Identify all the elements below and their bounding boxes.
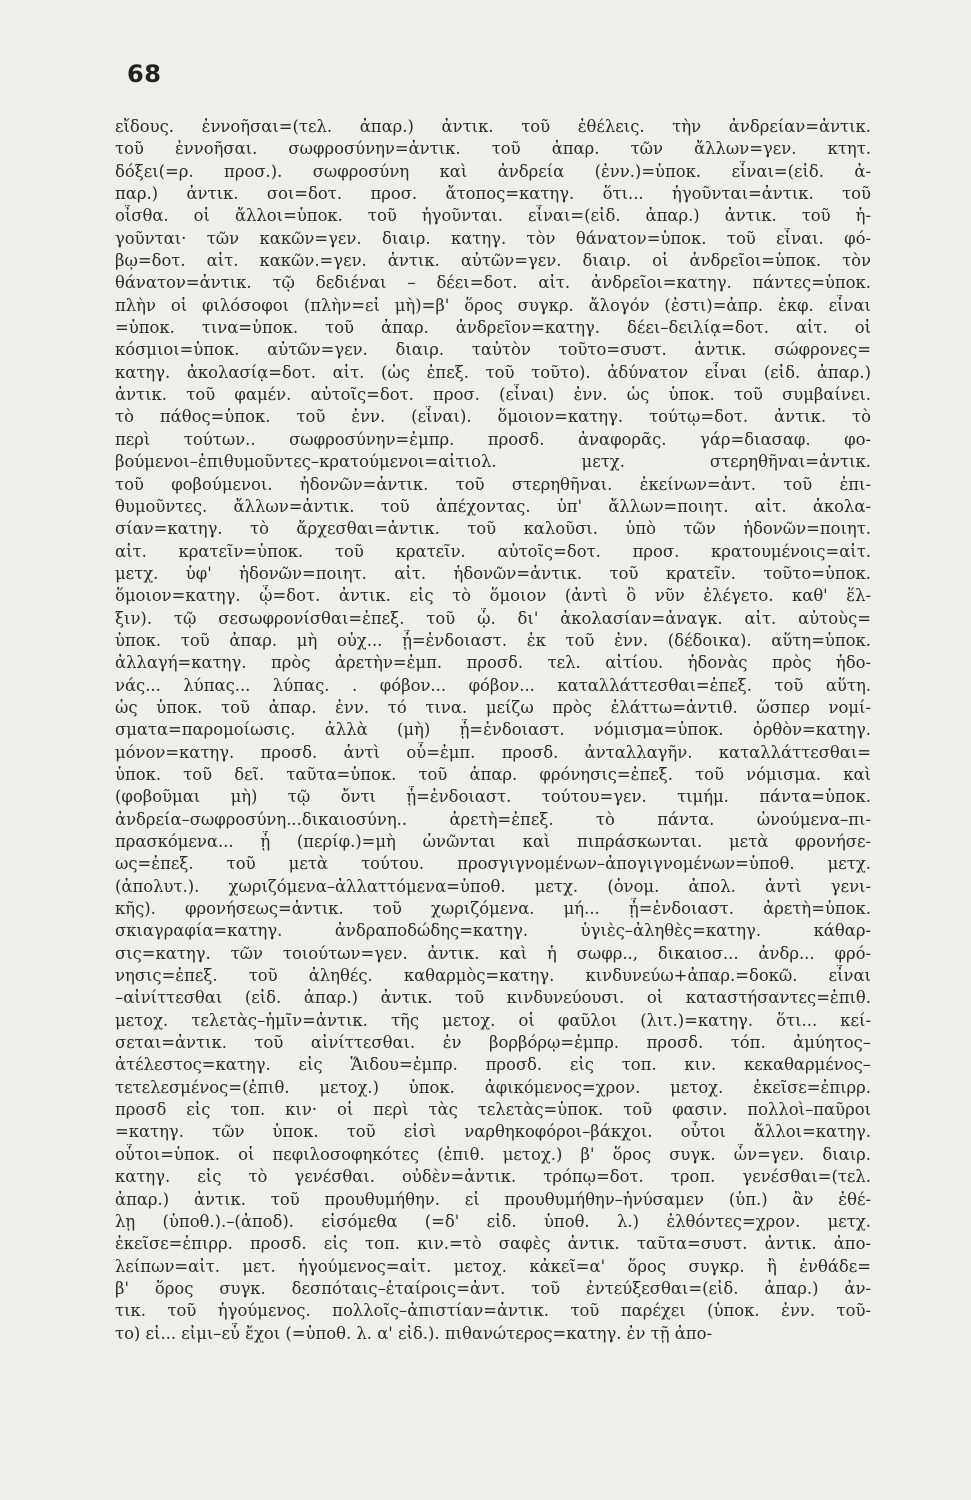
- text-line: ἀλλαγή=κατηγ. πρὸς ἀρετὴν=ἐμπ. προσδ. τελ. αἰτίου. ἡδονὰς πρὸς ἡδο-: [115, 653, 871, 673]
- text-line: –αἰνίττεσθαι (εἰδ. ἀπαρ.) ἀντικ. τοῦ κινδυνεύουσι. οἱ καταστήσαντες=ἐπιθ.: [115, 988, 871, 1008]
- text-line: πλὴν οἱ φιλόσοφοι (πλὴν=εἰ μὴ)=β' ὅρος συγκρ. ἄλογόν (ἐστι)=ἀπρ. ἐκφ. εἶναι: [115, 295, 871, 315]
- text-line: παρ.) ἀντικ. σοι=δοτ. προσ. ἄτοπος=κατηγ. ὅτι... ἡγοῦνται=ἀντικ. τοῦ: [115, 184, 871, 204]
- text-line: ὡς ὑποκ. τοῦ ἀπαρ. ἐνν. τό τινα. μείζω πρὸς ἐλάττω=ἀντιθ. ὥσπερ νομί-: [115, 697, 871, 717]
- text-line: προσδ εἰς τοπ. κιν· οἱ περὶ τὰς τελετὰς=ὑποκ. τοῦ φασιν. πολλοὶ–παῦροι: [115, 1100, 871, 1120]
- text-line: κῆς). φρονήσεως=ἀντικ. τοῦ χωριζόμενα. μή... ᾖ=ἐνδοιαστ. ἀρετὴ=ὑποκ.: [115, 899, 871, 919]
- text-line: ἀντικ. τοῦ φαμέν. αὐτοῖς=δοτ. προσ. (εἶναι) ἐνν. ὡς ὑποκ. τοῦ συμβαίνει.: [115, 385, 871, 405]
- text-line: θάνατον=ἀντικ. τῷ δεδιέναι – δέει=δοτ. αἰτ. ἀνδρεῖοι=κατηγ. πάντες=ὑποκ.: [115, 273, 871, 293]
- text-line: (ἀπολυτ.). χωριζόμενα–ἀλλαττόμενα=ὑποθ. μετχ. (ὀνομ. ἀπολ. ἀντὶ γενι-: [115, 876, 871, 896]
- text-line: ἀπαρ.) ἀντικ. τοῦ προυθυμήθην. εἰ προυθυμήθην–ἠνύσαμεν (ὑπ.) ἂν ἐθέ-: [115, 1189, 871, 1209]
- text-line: οὗτοι=ὑποκ. οἱ πεφιλοσοφηκότες (ἐπιθ. μετοχ.) β' ὅρος συγκ. ὧν=γεν. διαιρ.: [115, 1144, 871, 1164]
- text-line: (φοβοῦμαι μὴ) τῷ ὄντι ᾖ=ἐνδοιαστ. τούτου=γεν. τιμήμ. πάντα=ὑποκ.: [115, 787, 871, 807]
- text-line: κατηγ. ἀκολασίᾳ=δοτ. αἰτ. (ὡς ἐπεξ. τοῦ τοῦτο). ἀδύνατον εἶναι (εἰδ. ἀπαρ.): [115, 362, 871, 382]
- text-line: σεται=ἀντικ. τοῦ αἰνίττεσθαι. ἐν βορβόρῳ=ἐμπρ. προσδ. τόπ. ἀμύητος–: [115, 1033, 871, 1053]
- text-line: βούμενοι–ἐπιθυμοῦντες–κρατούμενοι=αἰτιολ. μετχ. στερηθῆναι=ἀντικ.: [115, 452, 871, 472]
- text-line: σκιαγραφία=κατηγ. ἀνδραποδώδης=κατηγ. ὑγιὲς–ἀληθὲς=κατηγ. κάθαρ-: [115, 921, 871, 941]
- text-line: =ὑποκ. τινα=ὑποκ. τοῦ ἀπαρ. ἀνδρεῖον=κατηγ. δέει–δειλίᾳ=δοτ. αἰτ. οἱ: [115, 318, 871, 338]
- text-line: β' ὅρος συγκ. δεσπόταις–ἑταίροις=ἀντ. τοῦ ἐντεύξεσθαι=(εἰδ. ἀπαρ.) ἀν-: [115, 1278, 871, 1298]
- text-line: κόσμιοι=ὑποκ. αὐτῶν=γεν. διαιρ. ταὐτὸν τοῦτο=συστ. ἀντικ. σώφρονες=: [115, 340, 871, 360]
- text-line: μετοχ. τελετὰς–ἡμῖν=ἀντικ. τῆς μετοχ. οἱ φαῦλοι (λιτ.)=κατηγ. ὅτι... κεί-: [115, 1010, 871, 1030]
- text-line: μετχ. ὑφ' ἡδονῶν=ποιητ. αἰτ. ἡδονῶν=ἀντικ. τοῦ κρατεῖν. τοῦτο=ὑποκ.: [115, 563, 871, 583]
- text-line: βῳ=δοτ. αἰτ. κακῶν.=γεν. ἀντικ. αὐτῶν=γεν. διαιρ. οἱ ἀνδρεῖοι=ὑποκ. τὸν: [115, 251, 871, 271]
- text-line: αἰτ. κρατεῖν=ὑποκ. τοῦ κρατεῖν. αὐτοῖς=δοτ. προσ. κρατουμένοις=αἰτ.: [115, 541, 871, 561]
- text-line: σις=κατηγ. τῶν τοιούτων=γεν. ἀντικ. καὶ ἡ σωφρ.., δικαιοσ... ἀνδρ... φρό-: [115, 943, 871, 963]
- text-line: ὅμοιον=κατηγ. ᾧ=δοτ. ἀντικ. εἰς τὸ ὅμοιον (ἀντὶ ὃ νῦν ἐλέγετο. καθ' ἕλ-: [115, 586, 871, 606]
- text-line: ὑποκ. τοῦ ἀπαρ. μὴ οὐχ... ᾖ=ἐνδοιαστ. ἐκ τοῦ ἐνν. (δέδοικα). αὕτη=ὑποκ.: [115, 630, 871, 650]
- text-line: σματα=παρομοίωσις. ἀλλὰ (μὴ) ᾖ=ἐνδοιαστ. νόμισμα=ὑποκ. ὀρθὸν=κατηγ.: [115, 720, 871, 740]
- text-line: νησις=ἐπεξ. τοῦ ἀληθές. καθαρμὸς=κατηγ. κινδυνεύω+ἀπαρ.=δοκῶ. εἶναι: [115, 966, 871, 986]
- text-line: τὸ πάθος=ὑποκ. τοῦ ἐνν. (εἶναι). ὅμοιον=κατηγ. τούτῳ=δοτ. ἀντικ. τὸ: [115, 407, 871, 427]
- page-number: 68: [127, 60, 162, 88]
- text-line: ἐκεῖσε=ἐπιρρ. προσδ. εἰς τοπ. κιν.=τὸ σαφὲς ἀντικ. ταῦτα=συστ. ἀντικ. ἀπο-: [115, 1234, 871, 1254]
- text-line: τοῦ φοβούμενοι. ἡδονῶν=ἀντικ. τοῦ στερηθῆναι. ἐκείνων=ἀντ. τοῦ ἐπι-: [115, 474, 871, 494]
- text-line: λείπων=αἰτ. μετ. ἡγούμενος=αἰτ. μετοχ. κἀκεῖ=α' ὅρος συγκρ. ἢ ἐνθάδε=: [115, 1256, 871, 1276]
- text-line: σίαν=κατηγ. τὸ ἄρχεσθαι=ἀντικ. τοῦ καλοῦσι. ὑπὸ τῶν ἡδονῶν=ποιητ.: [115, 519, 871, 539]
- text-line: ξιν). τῷ σεσωφρονίσθαι=ἐπεξ. τοῦ ᾧ. δι' ἀκολασίαν=ἀναγκ. αἰτ. αὐτοὺς=: [115, 608, 871, 628]
- text-line: ως=ἐπεξ. τοῦ μετὰ τούτου. προσγιγνομένων–ἀπογιγνομένων=ὑποθ. μετχ.: [115, 854, 871, 874]
- text-line: περὶ τούτων.. σωφροσύνην=ἐμπρ. προσδ. ἀναφορᾶς. γάρ=διασαφ. φο-: [115, 429, 871, 449]
- text-line: ὑποκ. τοῦ δεῖ. ταῦτα=ὑποκ. τοῦ ἀπαρ. φρόνησις=ἐπεξ. τοῦ νόμισμα. καὶ: [115, 764, 871, 784]
- text-line: νάς... λύπας... λύπας. . φόβον... φόβον... καταλλάττεσθαι=ἐπεξ. τοῦ αὕτη.: [115, 675, 871, 695]
- text-line: λῃ (ὑποθ.).–(ἀποδ). εἰσόμεθα (=δ' εἰδ. ὑποθ. λ.) ἐλθόντες=χρον. μετχ.: [115, 1211, 871, 1231]
- text-line: =κατηγ. τῶν ὑποκ. τοῦ εἰσὶ ναρθηκοφόροι–βάκχοι. οὗτοι ἄλλοι=κατηγ.: [115, 1122, 871, 1142]
- grammar-commentary-text: [115, 116, 871, 1345]
- text-line: κατηγ. εἰς τὸ γενέσθαι. οὐδὲν=ἀντικ. τρόπῳ=δοτ. τροπ. γενέσθαι=(τελ.: [115, 1167, 871, 1187]
- text-line: δόξει(=ρ. προσ.). σωφροσύνη καὶ ἀνδρεία (ἐνν.)=ὑποκ. εἶναι=(εἰδ. ἀ-: [115, 161, 871, 181]
- text-line: το) εἰ... εἰμι–εὖ ἔχοι (=ὑποθ. λ. α' εἰδ.). πιθανώτερος=κατηγ. ἐν τῇ ἀπο-: [115, 1323, 712, 1343]
- text-line: τικ. τοῦ ἡγούμενος. πολλοῖς–ἀπιστίαν=ἀντικ. τοῦ παρέχει (ὑποκ. ἐνν. τοῦ-: [115, 1301, 871, 1321]
- text-line: ἀτέλεστος=κατηγ. εἰς Ἅιδου=ἐμπρ. προσδ. εἰς τοπ. κιν. κεκαθαρμένος–: [115, 1055, 871, 1075]
- text-line: οἶσθα. οἱ ἄλλοι=ὑποκ. τοῦ ἡγοῦνται. εἶναι=(εἰδ. ἀπαρ.) ἀντικ. τοῦ ἡ-: [115, 206, 871, 226]
- text-line: τετελεσμένος=(ἐπιθ. μετοχ.) ὑποκ. ἀφικόμενος=χρον. μετοχ. ἐκεῖσε=ἐπιρρ.: [115, 1077, 871, 1097]
- text-line: γοῦνται· τῶν κακῶν=γεν. διαιρ. κατηγ. τὸν θάνατον=ὑποκ. τοῦ εἶναι. φό-: [115, 228, 871, 248]
- text-line: τοῦ ἐννοῆσαι. σωφροσύνην=ἀντικ. τοῦ ἀπαρ. τῶν ἄλλων=γεν. κτητ.: [115, 139, 871, 159]
- text-line: εἴδους. ἐννοῆσαι=(τελ. ἀπαρ.) ἀντικ. τοῦ ἐθέλεις. τὴν ἀνδρείαν=ἀντικ.: [115, 117, 871, 136]
- text-line: ἀνδρεία–σωφροσύνη...δικαιοσύνη.. ἀρετὴ=ἐπεξ. τὸ πάντα. ὠνούμενα–πι-: [115, 809, 871, 829]
- text-line: θυμοῦντες. ἄλλων=ἀντικ. τοῦ ἀπέχοντας. ὑπ' ἄλλων=ποιητ. αἰτ. ἀκολα-: [115, 496, 871, 516]
- text-line: μόνον=κατηγ. προσδ. ἀντὶ οὗ=ἐμπ. προσδ. ἀνταλλαγῆν. καταλλάττεσθαι=: [115, 742, 871, 762]
- text-line: πρασκόμενα... ᾖ (περίφ.)=μὴ ὠνῶνται καὶ πιπράσκωνται. μετὰ φρονήσε-: [115, 832, 871, 851]
